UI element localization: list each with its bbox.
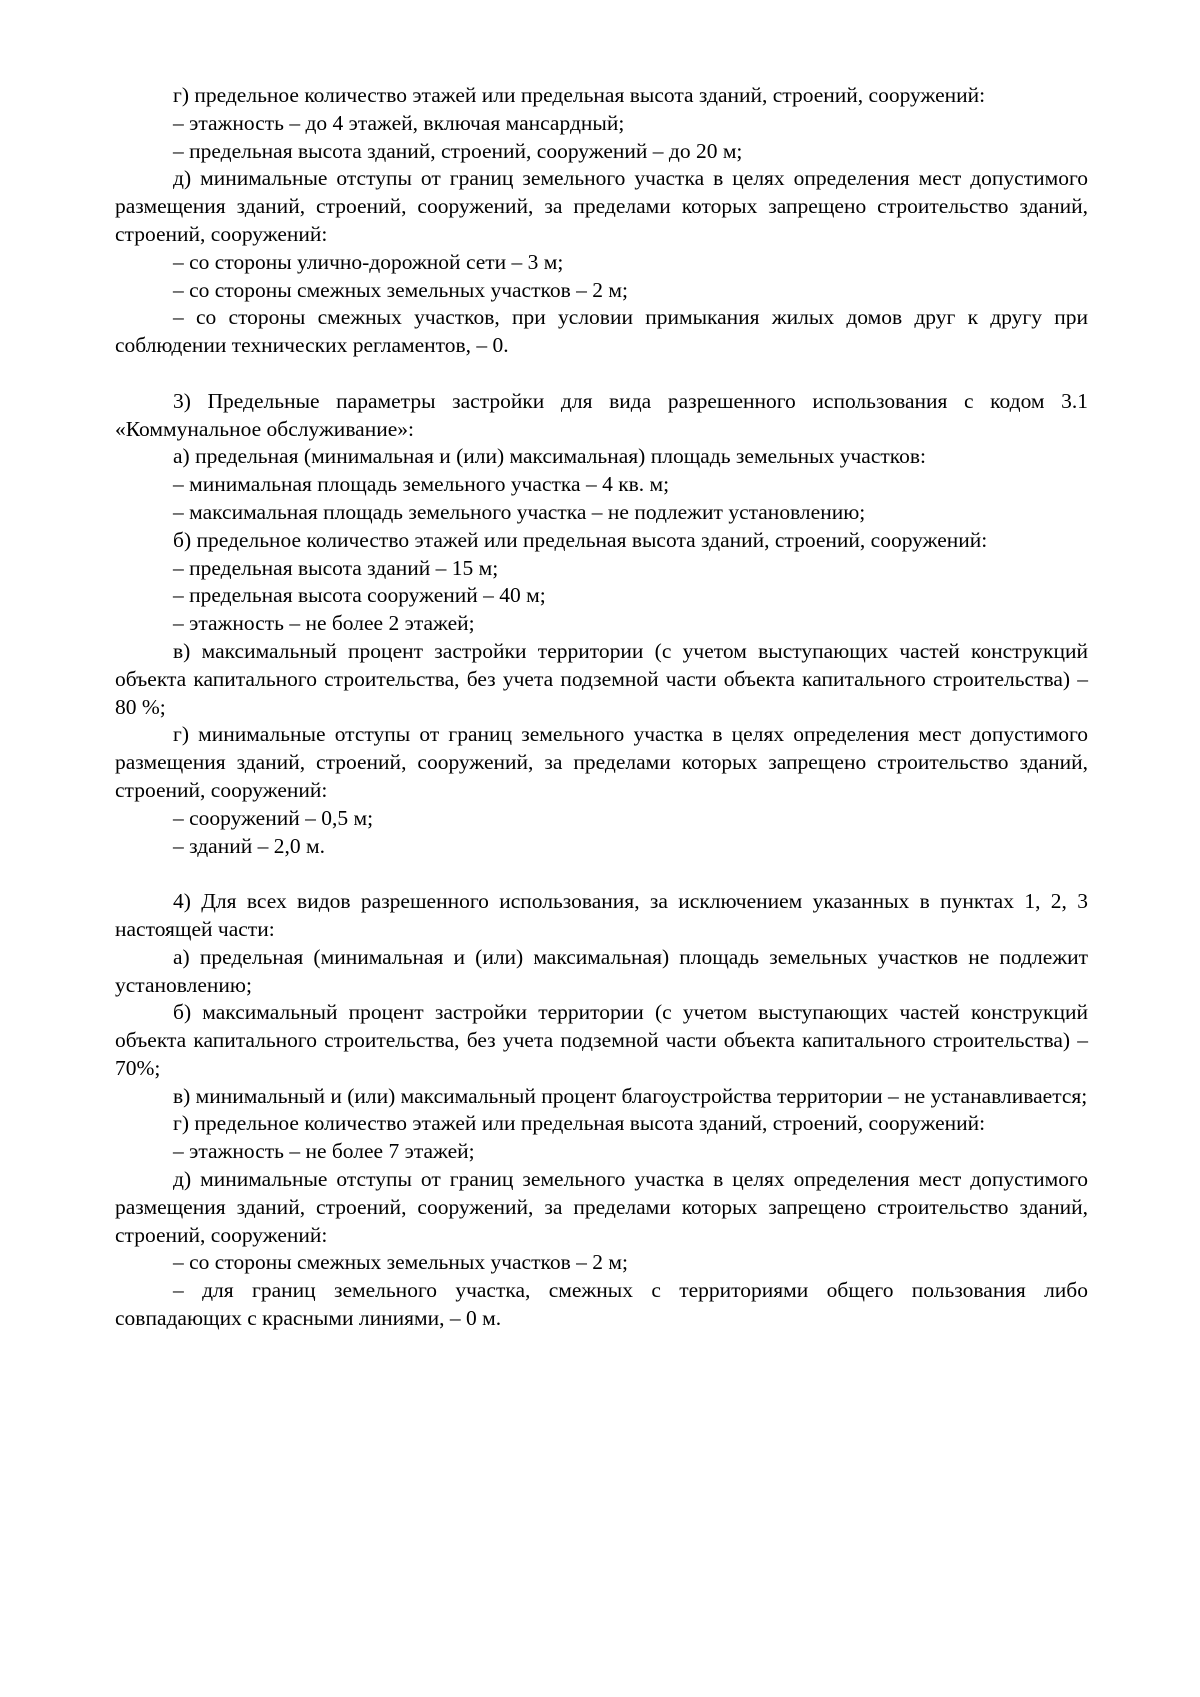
paragraph: – предельная высота сооружений – 40 м; [173,583,546,608]
paragraph: – сооружений – 0,5 м; [173,805,374,830]
paragraph: в) минимальный и (или) максимальный процент благоустройства территории – не устанавливается; [173,1083,1088,1108]
section-1 [115,82,1088,360]
paragraph: – максимальная площадь земельного участка – не подлежит установлению; [173,499,866,524]
paragraph: – со стороны смежных земельных участков – 2 м; [173,1250,628,1275]
paragraph: г) предельное количество этажей или предельная высота зданий, строений, сооружений: [173,1111,986,1136]
paragraph: – со стороны улично-дорожной сети – 3 м; [173,249,564,274]
paragraph: г) минимальные отступы от границ земельного участка в целях определения мест допустимого размещения зданий, строений, сооружений, за пределами которых запрещено строительство зданий, строений, сооружений: [115,722,1088,802]
paragraph: – со стороны смежных земельных участков – 2 м; [173,277,628,302]
paragraph: – со стороны смежных участков, при условии примыкания жилых домов друг к другу при соблюдении технических регламентов, – 0. [115,305,1088,358]
paragraph: – минимальная площадь земельного участка – 4 кв. м; [173,472,670,497]
paragraph: б) максимальный процент застройки территории (с учетом выступающих частей конструкций объекта капитального строительства, без учета подземной части объекта капитального строительства) – 70%; [115,1000,1088,1080]
paragraph: а) предельная (минимальная и (или) максимальная) площадь земельных участков не подлежит установлению; [115,944,1088,997]
paragraph: 3) Предельные параметры застройки для вида разрешенного использования с кодом 3.1 «Коммунальное обслуживание»: [115,388,1088,441]
paragraph: – зданий – 2,0 м. [173,833,325,858]
paragraph: д) минимальные отступы от границ земельного участка в целях определения мест допустимого размещения зданий, строений, сооружений, за пределами которых запрещено строительство зданий, строений, сооружений: [115,166,1088,246]
paragraph: г) предельное количество этажей или предельная высота зданий, строений, сооружений: [173,83,986,107]
paragraph: – для границ земельного участка, смежных с территориями общего пользования либо совпадающих с красными линиями, – 0 м. [115,1278,1088,1331]
paragraph: 4) Для всех видов разрешенного использования, за исключением указанных в пунктах 1, 2, 3 настоящей части: [115,889,1088,941]
paragraph: б) предельное количество этажей или предельная высота зданий, строений, сооружений: [173,527,988,552]
paragraph: – этажность – до 4 этажей, включая мансардный; [173,110,625,135]
paragraph: – предельная высота зданий, строений, сооружений – до 20 м; [173,138,743,163]
paragraph: – этажность – не более 2 этажей; [173,611,475,636]
paragraph: в) максимальный процент застройки территории (с учетом выступающих частей конструкций объекта капитального строительства, без учета подземной части объекта капитального строительства) – 80 %; [115,638,1088,719]
section-2 [115,388,1088,861]
paragraph: – предельная высота зданий – 15 м; [173,555,499,580]
paragraph: – этажность – не более 7 этажей; [173,1139,475,1164]
section-3 [115,888,1088,1333]
paragraph: а) предельная (минимальная и (или) максимальная) площадь земельных участков: [173,444,926,469]
paragraph: д) минимальные отступы от границ земельного участка в целях определения мест допустимого размещения зданий, строений, сооружений, за пределами которых запрещено строительство зданий, строений, сооружений: [115,1167,1088,1247]
document-body [115,82,1088,1333]
